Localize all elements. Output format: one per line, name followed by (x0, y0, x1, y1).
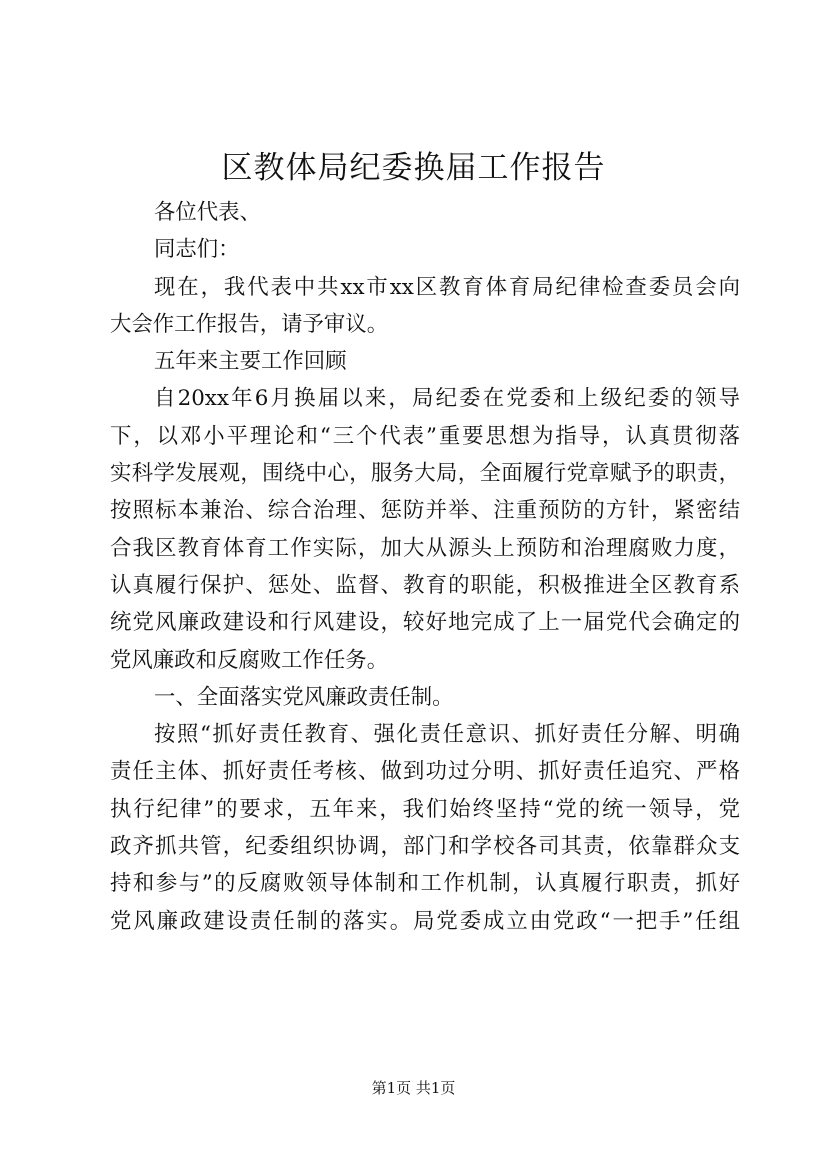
body-line: 同志们： (154, 237, 240, 263)
body-line: 自20xx年6月换届以来，局纪委在党委和上级纪委的领导 (154, 386, 740, 412)
body-line: 按照标本兼治、综合治理、惩防并举、注重预防的方针，紧密结 (110, 498, 740, 524)
body-line: 大会作工作报告，请予审议。 (110, 311, 389, 337)
body-line: 合我区教育体育工作实际，加大从源头上预防和治理腐败力度， (110, 535, 740, 561)
body-line: 一、全面落实党风廉政责任制。 (154, 684, 454, 710)
body-line: 责任主体、抓好责任考核、做到功过分明、抓好责任追究、严格 (110, 759, 740, 785)
body-line: 统党风廉政建设和行风建设，较好地完成了上一届党代会确定的 (110, 610, 740, 636)
body-line: 认真履行保护、惩处、监督、教育的职能，积极推进全区教育系 (110, 572, 740, 598)
body-line: 党风廉政建设责任制的落实。局党委成立由党政“一把手”任组 (110, 908, 740, 934)
body-line: 政齐抓共管，纪委组织协调，部门和学校各司其责，依靠群众支 (110, 834, 740, 860)
body-line: 下，以邓小平理论和“三个代表”重要思想为指导，认真贯彻落 (110, 423, 740, 449)
body-line: 各位代表、 (154, 200, 261, 225)
body-line: 党风廉政和反腐败工作任务。 (110, 647, 389, 673)
body-line: 实科学发展观，围绕中心，服务大局，全面履行党章赋予的职责， (110, 461, 740, 487)
body-line: 按照“抓好责任教育、强化责任意识、抓好责任分解、明确 (154, 722, 740, 748)
page-footer: 第1页 共1页 (371, 1079, 456, 1097)
body-line: 执行纪律”的要求，五年来，我们始终坚持“党的统一领导，党 (110, 796, 740, 822)
body-line: 持和参与”的反腐败领导体制和工作机制，认真履行职责，抓好 (110, 871, 740, 897)
document-title: 区教体局纪委换届工作报告 (221, 150, 606, 186)
body-line: 现在，我代表中共xx市xx区教育体育局纪律检查委员会向 (154, 274, 740, 300)
body-line: 五年来主要工作回顾 (154, 349, 347, 375)
document-body (110, 194, 740, 940)
